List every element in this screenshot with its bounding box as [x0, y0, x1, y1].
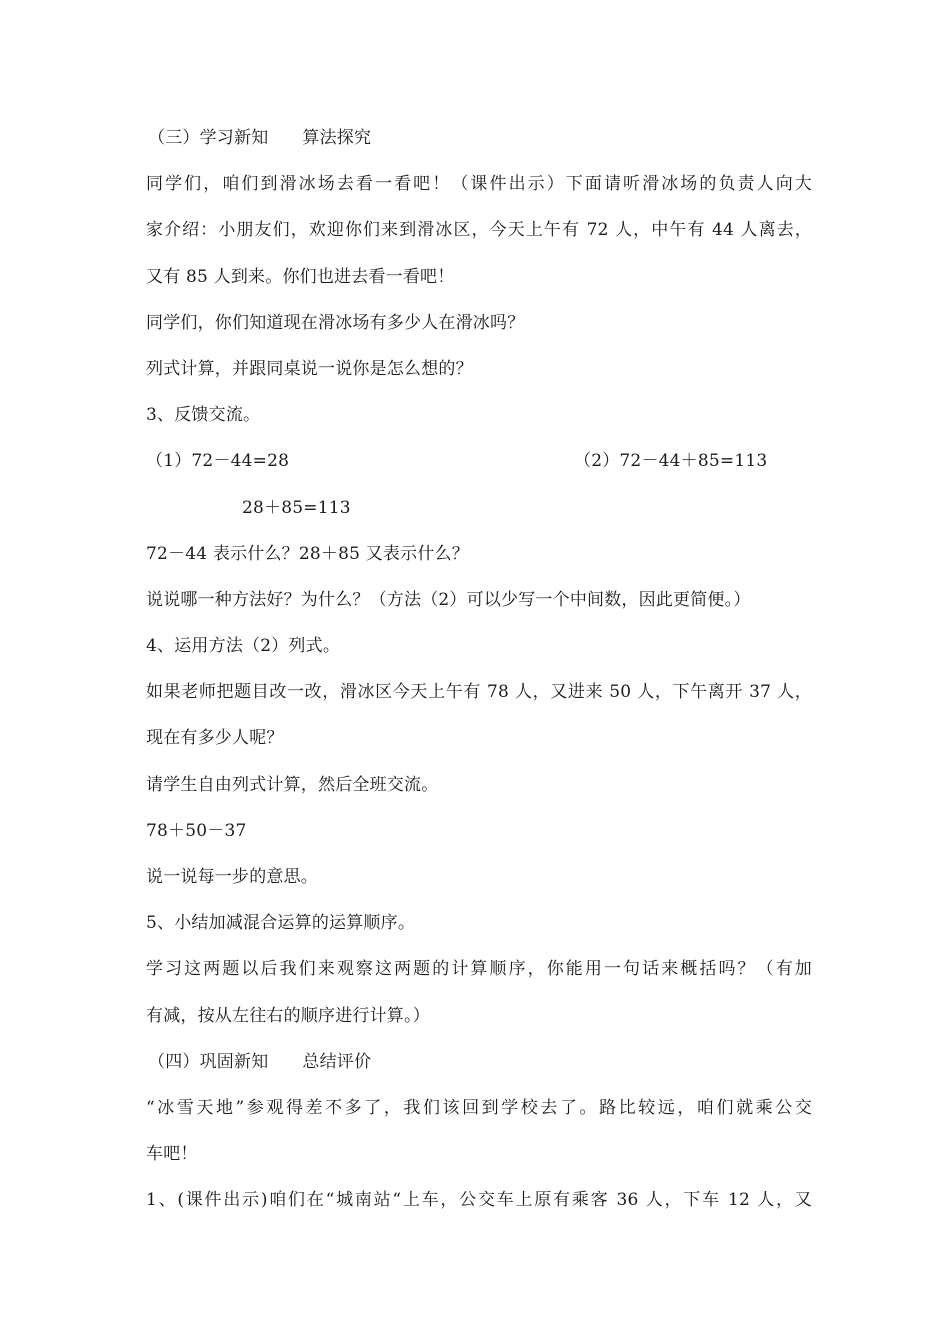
- section-heading-4-title: （四）巩固新知: [148, 1051, 269, 1072]
- paragraph-line: 说一说每一步的意思。: [146, 867, 318, 887]
- paragraph-line: 1、(课件出示)咱们在“城南站“上车，公交车上原有乘客 36 人，下车 12 人，又: [146, 1190, 812, 1211]
- section-heading-4: [146, 1047, 812, 1093]
- section-heading-3-subtitle: 算法探究: [302, 128, 372, 148]
- paragraph-line: 有减，按从左往右的顺序进行计算。）: [146, 1005, 430, 1026]
- step-heading: 4、运用方法（2）列式。: [146, 636, 341, 657]
- paragraph-line: 如果老师把题目改一改，滑冰区今天上午有 78 人，又进来 50 人，下午离开 37 人，: [146, 682, 812, 703]
- paragraph-line: 车吧！: [146, 1144, 198, 1165]
- paragraph-line: 学习这两题以后我们来观察这两题的计算顺序，你能用一句话来概括吗？（有加: [146, 959, 812, 980]
- document-body: [146, 123, 812, 1232]
- method-2-equation: （2）72－44＋85=113: [574, 451, 768, 472]
- paragraph-line: 列式计算，并跟同桌说一说你是怎么想的？: [146, 358, 473, 379]
- paragraph-line: 同学们，你们知道现在滑冰场有多少人在滑冰吗？: [146, 312, 525, 333]
- method-1-equation: （1）72－44=28: [146, 451, 290, 472]
- paragraph-line: 同学们，咱们到滑冰场去看一看吧！（课件出示）下面请听滑冰场的负责人向大: [146, 174, 812, 195]
- section-heading-3: [146, 123, 812, 169]
- paragraph-line: 说说哪一种方法好？为什么？（方法（2）可以少写一个中间数，因此更简便。）: [146, 589, 751, 610]
- section-heading-3-title: （三）学习新知: [148, 128, 269, 148]
- step-heading: 5、小结加减混合运算的运算顺序。: [146, 913, 416, 934]
- methods-row: [146, 446, 812, 492]
- paragraph-line: 又有 85 人到来。你们也进去看一看吧！: [146, 266, 455, 287]
- paragraph-line: 72－44 表示什么？28＋85 又表示什么？: [146, 543, 469, 564]
- section-heading-4-subtitle: 总结评价: [302, 1051, 372, 1072]
- equation: 78＋50－37: [146, 820, 247, 841]
- paragraph-line: 现在有多少人呢？: [146, 728, 284, 749]
- paragraph-line: 家介绍：小朋友们，欢迎你们来到滑冰区，今天上午有 72 人，中午有 44 人离去，: [146, 220, 812, 241]
- step-heading: 3、反馈交流。: [146, 405, 261, 426]
- paragraph-line: “冰雪天地”参观得差不多了，我们该回到学校去了。路比较远，咱们就乘公交: [146, 1097, 812, 1118]
- paragraph-line: 请学生自由列式计算，然后全班交流。: [146, 774, 439, 795]
- method-1-equation-2: 28＋85=113: [242, 497, 351, 518]
